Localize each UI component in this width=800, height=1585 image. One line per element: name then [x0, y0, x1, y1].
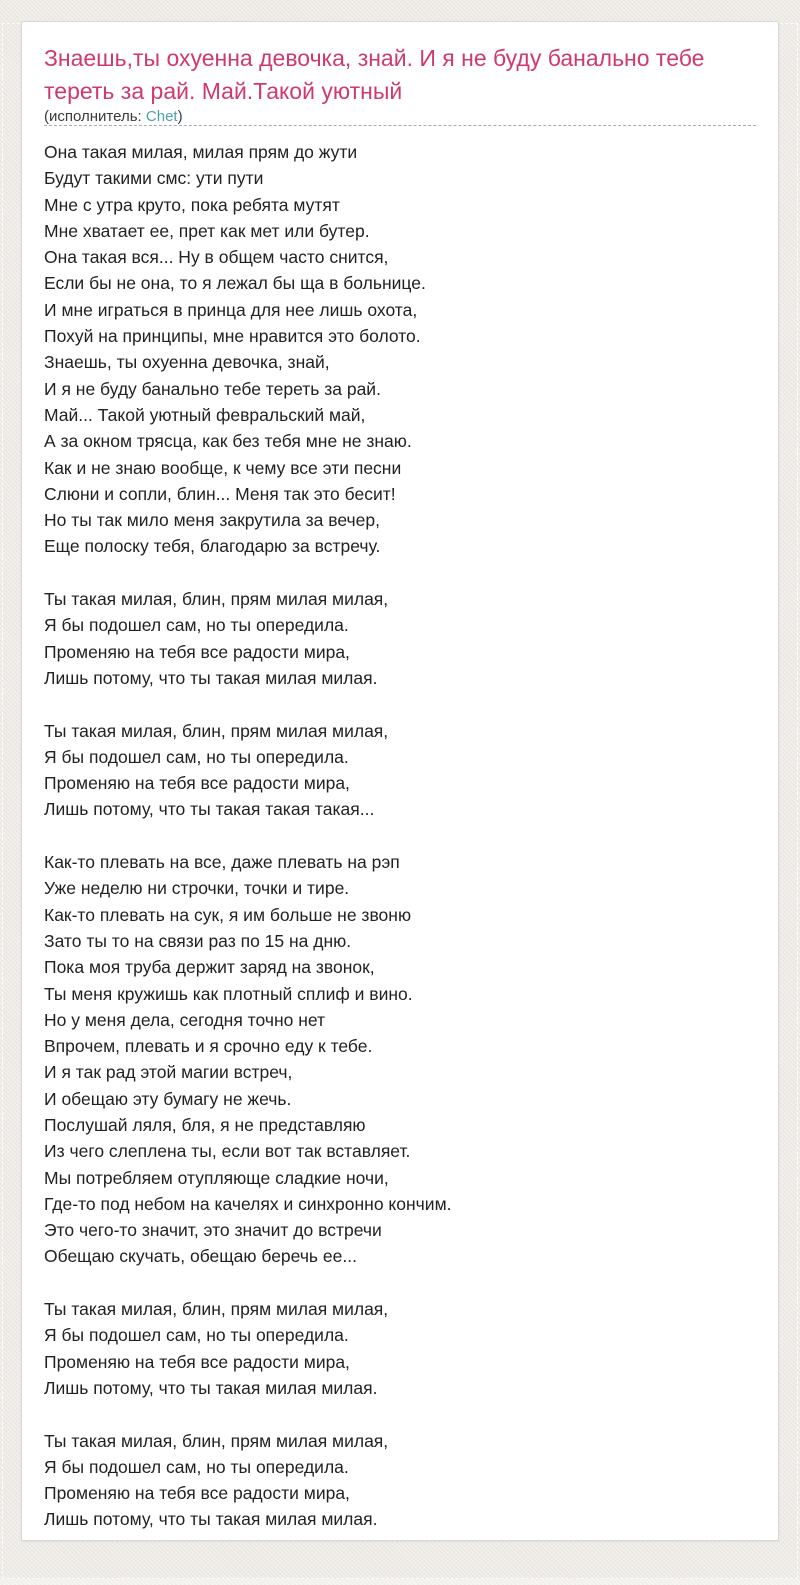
lyric-line: Я бы подошел сам, но ты опередила.	[44, 1325, 349, 1346]
lyric-line: Слюни и сопли, блин... Меня так это бесит!	[44, 483, 396, 504]
lyric-line: И обещаю эту бумагу не жечь.	[44, 1088, 292, 1109]
content-card	[21, 21, 779, 1541]
lyric-line: Послушай ляля, бля, я не представляю	[44, 1114, 366, 1135]
lyric-line: Еще полоску тебя, благодарю за встречу.	[44, 536, 381, 557]
lyric-line: А за окном трясца, как без тебя мне не знаю.	[44, 431, 412, 452]
page-footer-edge	[0, 1579, 800, 1585]
stanza	[44, 139, 756, 560]
lyric-line: Променяю на тебя все радости мира,	[44, 641, 350, 662]
lyric-line: Лишь потому, что ты такая милая милая.	[44, 1509, 378, 1530]
lyric-line: Если бы не она, то я лежал бы ща в больнице.	[44, 273, 426, 294]
lyric-line: Я бы подошел сам, но ты опередила.	[44, 746, 349, 767]
lyrics	[44, 139, 756, 1533]
lyric-line: Променяю на тебя все радости мира,	[44, 773, 350, 794]
lyric-line: Это чего-то значит, это значит до встречи	[44, 1220, 382, 1241]
lyric-line: И я так рад этой магии встреч,	[44, 1062, 293, 1083]
lyric-line: Променяю на тебя все радости мира,	[44, 1483, 350, 1504]
stanza	[44, 1296, 756, 1401]
lyric-line: Ты такая милая, блин, прям милая милая,	[44, 1430, 389, 1451]
lyric-line: Я бы подошел сам, но ты опередила.	[44, 615, 349, 636]
lyric-line: Похуй на принципы, мне нравится это болото.	[44, 326, 421, 347]
lyric-line: Ты такая милая, блин, прям милая милая,	[44, 1299, 389, 1320]
lyric-line: Знаешь, ты охуенна девочка, знай,	[44, 352, 330, 373]
lyric-line: И я не буду банально тебе тереть за рай.	[44, 378, 381, 399]
lyric-line: Но у меня дела, сегодня точно нет	[44, 1009, 326, 1030]
artist-label-suffix: )	[177, 108, 183, 125]
lyric-line: Лишь потому, что ты такая такая такая...	[44, 799, 375, 820]
lyric-line: Мы потребляем отупляюще сладкие ночи,	[44, 1167, 389, 1188]
artist-link[interactable]: Chet	[145, 108, 178, 125]
lyric-line: Зато ты то на связи раз по 15 на дню.	[44, 930, 352, 951]
page-title: Знаешь,ты охуенна девочка, знай. И я не буду банально тебе тереть за рай. Май.Такой уютный	[44, 45, 705, 104]
lyric-line: Я бы подошел сам, но ты опередила.	[44, 1456, 349, 1477]
lyric-line: Ты такая милая, блин, прям милая милая,	[44, 589, 389, 610]
lyric-line: Май... Такой уютный февральский май,	[44, 404, 366, 425]
lyric-line: Ты меня кружишь как плотный сплиф и вино.	[44, 983, 413, 1004]
lyric-line: Пока моя труба держит заряд на звонок,	[44, 957, 375, 978]
lyric-line: Мне хватает ее, прет как мет или бутер.	[44, 220, 370, 241]
lyric-line: И мне играться в принца для нее лишь охота,	[44, 299, 418, 320]
lyric-line: Из чего слеплена ты, если вот так вставляет.	[44, 1141, 411, 1162]
lyric-line: Как и не знаю вообще, к чему все эти песни	[44, 457, 402, 478]
lyric-line: Мне с утра круто, пока ребята мутят	[44, 194, 340, 215]
lyric-line: Уже неделю ни строчки, точки и тире.	[44, 878, 350, 899]
stanza	[44, 586, 756, 691]
stanza	[44, 1428, 756, 1533]
artist-label: (исполнитель:	[44, 108, 142, 125]
lyric-line: Как-то плевать на все, даже плевать на рэп	[44, 852, 400, 873]
lyric-line: Лишь потому, что ты такая милая милая.	[44, 1377, 378, 1398]
lyric-line: Она такая вся... Ну в общем часто снится,	[44, 247, 389, 268]
lyric-line: Променяю на тебя все радости мира,	[44, 1351, 350, 1372]
lyric-line: Как-то плевать на сук, я им больше не звоню	[44, 904, 412, 925]
lyric-line: Ты такая милая, блин, прям милая милая,	[44, 720, 389, 741]
lyric-line: Лишь потому, что ты такая милая милая.	[44, 667, 378, 688]
lyric-line: Но ты так мило меня закрутила за вечер,	[44, 510, 380, 531]
lyric-line: Впрочем, плевать и я срочно еду к тебе.	[44, 1036, 373, 1057]
stanza	[44, 849, 756, 1270]
lyric-line: Она такая милая, милая прям до жути	[44, 142, 358, 162]
lyric-line: Обещаю скучать, обещаю беречь ее...	[44, 1246, 357, 1267]
artist-line	[44, 108, 756, 126]
lyric-line: Где-то под небом на качелях и синхронно кончим.	[44, 1193, 452, 1214]
stanza	[44, 718, 756, 823]
lyric-line: Будут такими смс: ути пути	[44, 168, 264, 189]
